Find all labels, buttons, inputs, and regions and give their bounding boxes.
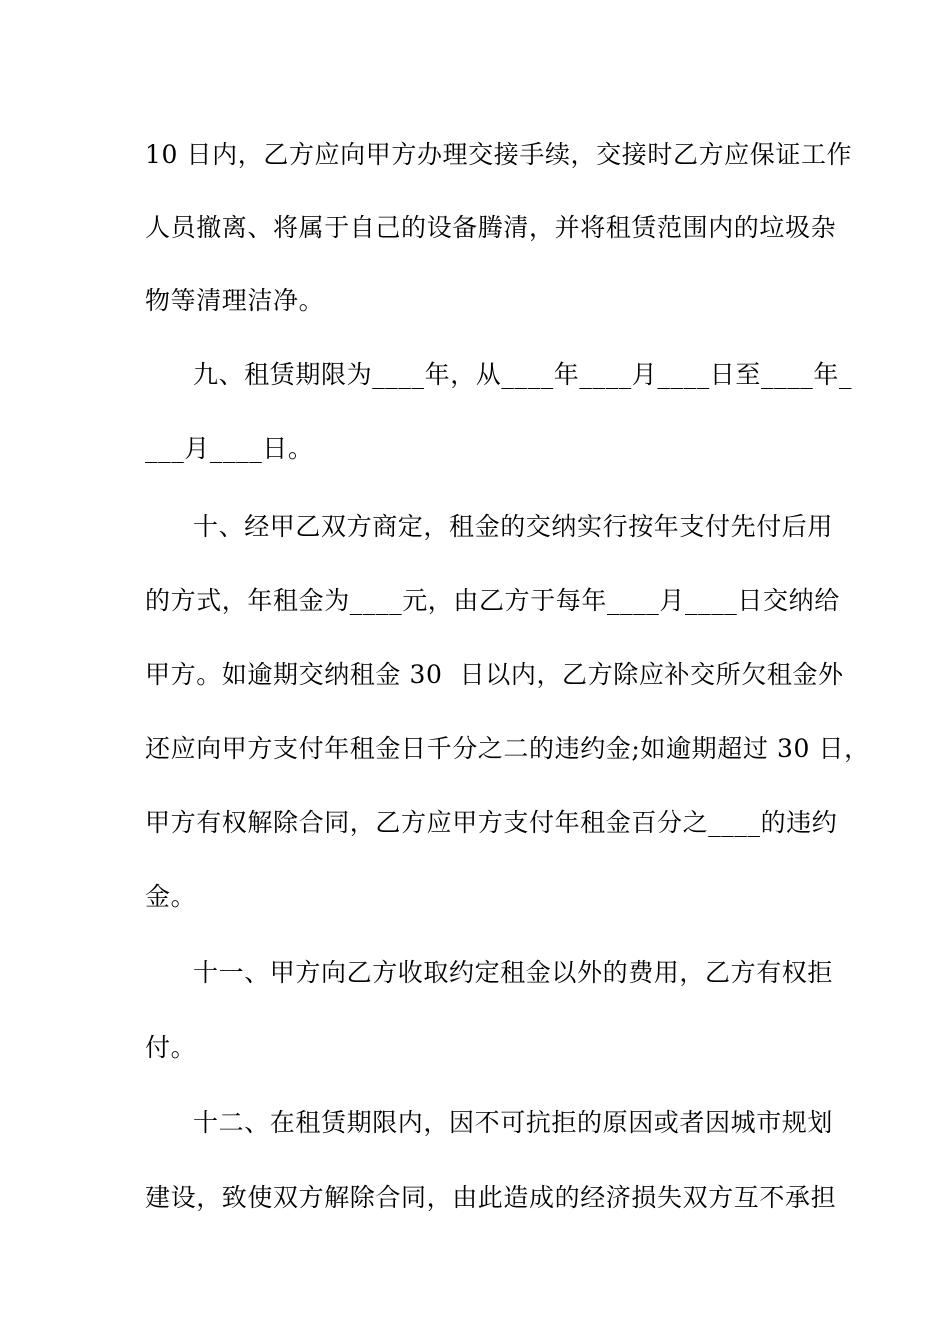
text-line: 物等清理洁净。 <box>145 286 325 315</box>
text-line: 的方式，年租金为____元，由乙方于每年____月____日交纳给 <box>145 586 840 615</box>
text-line: 付。 <box>145 1033 197 1062</box>
text-line: 金。 <box>145 882 197 911</box>
paragraph-12-start: 十二、在租赁期限内，因不可抗拒的原因或者因城市规划 <box>193 1108 834 1137</box>
text-line: ___月____日。 <box>145 434 314 463</box>
text-line: 人员撤离、将属于自己的设备腾清，并将租赁范围内的垃圾杂 <box>145 213 837 242</box>
text-line: 10 日内，乙方应向甲方办理交接手续，交接时乙方应保证工作 <box>145 140 853 169</box>
paragraph-9-start: 九、租赁期限为____年，从____年____月____日至____年_ <box>193 360 853 389</box>
text-line: 还应向甲方支付年租金日千分之二的违约金;如逾期超过 30 日， <box>145 734 870 763</box>
text-line: 甲方。如逾期交纳租金 30 日以内，乙方除应补交所欠租金外 <box>145 660 844 689</box>
text-line: 建设，致使双方解除合同，由此造成的经济损失双方互不承担 <box>145 1183 837 1212</box>
paragraph-10-start: 十、经甲乙双方商定，租金的交纳实行按年支付先付后用 <box>193 512 834 541</box>
paragraph-11-start: 十一、甲方向乙方收取约定租金以外的费用，乙方有权拒 <box>193 958 834 987</box>
text-line: 甲方有权解除合同，乙方应甲方支付年租金百分之____的违约 <box>145 808 838 837</box>
